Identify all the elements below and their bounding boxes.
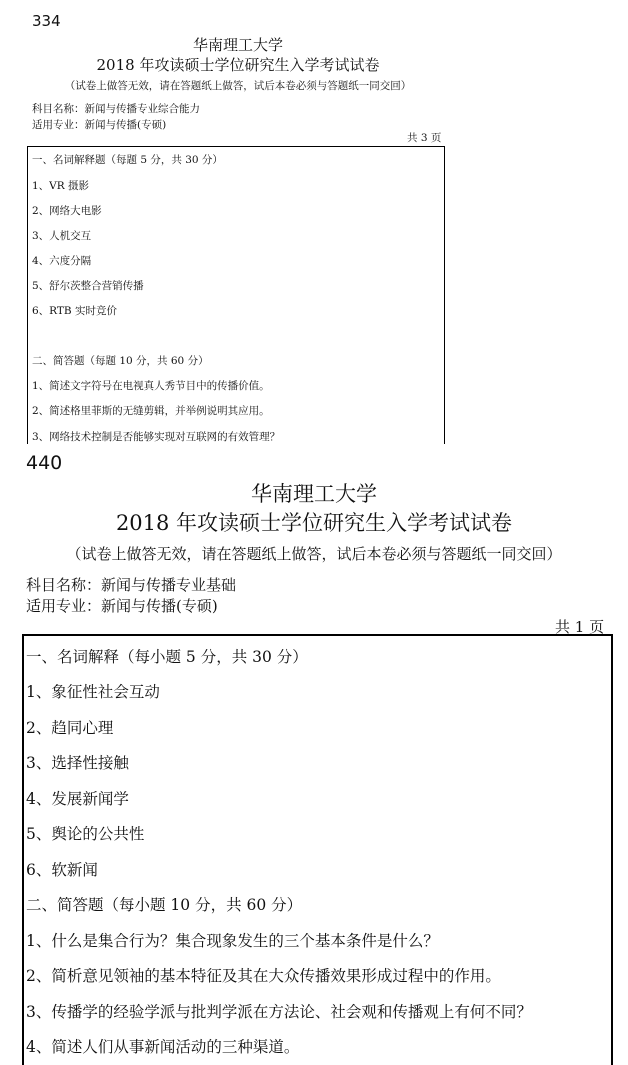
question-item: 6、软新闻 [26, 861, 98, 879]
question-item: 5、舆论的公共性 [26, 825, 145, 843]
exam-code-334: 334 [32, 12, 61, 30]
question-item: 1、简述文字符号在电视真人秀节目中的传播价值。 [32, 380, 270, 392]
question-item: 1、VR 摄影 [32, 180, 90, 192]
question-item: 3、网络技术控制是否能够实现对互联网的有效管理？ [32, 431, 281, 443]
question-item: 6、RTB 实时竞价 [32, 305, 117, 317]
university-name: 华南理工大学 [251, 482, 377, 506]
question-item: 3、传播学的经验学派与批判学派在方法论、社会观和传播观上有何不同？ [26, 1003, 532, 1021]
question-item: 3、人机交互 [32, 230, 92, 242]
subject-name: 科目名称：新闻与传播专业基础 [26, 576, 237, 594]
question-item: 2、简述格里菲斯的无缝剪辑，并举例说明其应用。 [32, 405, 270, 417]
question-item: 2、趋同心理 [26, 719, 114, 737]
university-name: 华南理工大学 [192, 36, 283, 54]
question-item: 4、发展新闻学 [26, 790, 129, 808]
section-heading: 一、名词解释题（每题 5 分，共 30 分） [32, 154, 223, 166]
question-item: 3、选择性接触 [26, 754, 129, 772]
section-heading: 一、名词解释（每小题 5 分，共 30 分） [26, 648, 308, 666]
exam-title: 2018 年攻读硕士学位研究生入学考试试卷 [115, 511, 513, 535]
page-count: 共 1 页 [555, 618, 605, 636]
section-heading: 二、简答题（每小题 10 分，共 60 分） [26, 896, 303, 914]
exam-title: 2018 年攻读硕士学位研究生入学考试试卷 [96, 56, 380, 74]
exam-notice: （试卷上做答无效，请在答题纸上做答，试后本卷必须与答题纸一同交回） [66, 545, 562, 563]
question-item: 5、舒尔茨整合营销传播 [32, 280, 144, 292]
question-box [22, 634, 613, 1065]
applicable-major: 适用专业：新闻与传播(专硕) [32, 119, 167, 131]
page-count: 共 3 页 [407, 132, 442, 144]
question-item: 1、什么是集合行为？集合现象发生的三个基本条件是什么？ [26, 932, 439, 950]
applicable-major: 适用专业：新闻与传播(专硕) [26, 597, 218, 615]
exam-notice: （试卷上做答无效，请在答题纸上做答，试后本卷必须与答题纸一同交回） [64, 80, 412, 92]
question-box [27, 146, 445, 444]
question-item: 4、六度分隔 [32, 255, 92, 267]
subject-name: 科目名称：新闻与传播专业综合能力 [32, 103, 200, 115]
question-item: 4、简述人们从事新闻活动的三种渠道。 [26, 1038, 300, 1056]
question-item: 2、网络大电影 [32, 205, 102, 217]
exam-code-440: 440 [26, 452, 63, 474]
section-heading: 二、简答题（每题 10 分，共 60 分） [32, 355, 209, 367]
question-item: 1、象征性社会互动 [26, 683, 160, 701]
question-item: 2、简析意见领袖的基本特征及其在大众传播效果形成过程中的作用。 [26, 967, 501, 985]
